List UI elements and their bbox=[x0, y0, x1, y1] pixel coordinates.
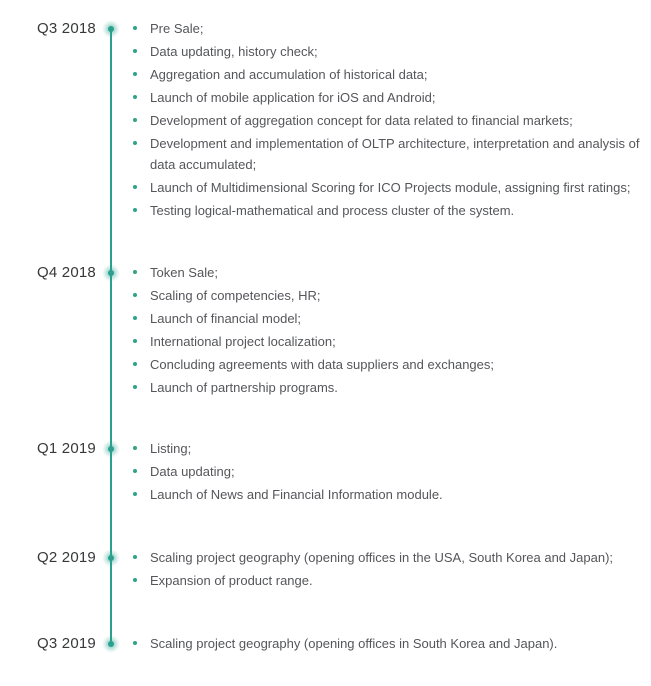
milestone-item bbox=[150, 41, 644, 62]
timeline-node-dot-icon bbox=[108, 270, 114, 276]
quarter-label: Q3 2019 bbox=[37, 635, 96, 652]
timeline-node-icon bbox=[102, 440, 120, 458]
milestone-list bbox=[150, 262, 644, 400]
milestone-item bbox=[150, 285, 644, 306]
milestone-list bbox=[150, 633, 644, 656]
bullet-dot-icon bbox=[133, 270, 137, 274]
milestone-item bbox=[150, 64, 644, 85]
bullet-dot-icon bbox=[133, 293, 137, 297]
milestone-item bbox=[150, 461, 644, 482]
milestone-item bbox=[150, 200, 644, 221]
milestone-item bbox=[150, 262, 644, 283]
milestone-item bbox=[150, 438, 644, 459]
milestone-item bbox=[150, 633, 644, 654]
quarter-label: Q2 2019 bbox=[37, 549, 96, 566]
milestone-text: Aggregation and accumulation of historical data; bbox=[150, 67, 428, 82]
timeline-node-dot-icon bbox=[108, 446, 114, 452]
milestone-item bbox=[150, 177, 644, 198]
milestone-item bbox=[150, 308, 644, 329]
milestone-item bbox=[150, 18, 644, 39]
timeline-node-dot-icon bbox=[108, 26, 114, 32]
quarter-label: Q1 2019 bbox=[37, 440, 96, 457]
bullet-dot-icon bbox=[133, 141, 137, 145]
timeline-node-icon bbox=[102, 635, 120, 653]
bullet-dot-icon bbox=[133, 185, 137, 189]
milestone-item bbox=[150, 331, 644, 352]
quarter-label: Q3 2018 bbox=[37, 20, 96, 37]
bullet-dot-icon bbox=[133, 469, 137, 473]
milestone-item bbox=[150, 484, 644, 505]
bullet-dot-icon bbox=[133, 385, 137, 389]
bullet-dot-icon bbox=[133, 118, 137, 122]
bullet-dot-icon bbox=[133, 555, 137, 559]
bullet-dot-icon bbox=[133, 95, 137, 99]
timeline-node-icon bbox=[102, 264, 120, 282]
bullet-dot-icon bbox=[133, 339, 137, 343]
milestone-text: Concluding agreements with data suppliers and exchanges; bbox=[150, 357, 494, 372]
milestone-item bbox=[150, 354, 644, 375]
milestone-item bbox=[150, 547, 644, 568]
bullet-dot-icon bbox=[133, 362, 137, 366]
milestone-text: Expansion of product range. bbox=[150, 573, 313, 588]
milestone-text: Data updating, history check; bbox=[150, 44, 318, 59]
milestone-text: International project localization; bbox=[150, 334, 336, 349]
timeline-node-dot-icon bbox=[108, 641, 114, 647]
timeline-node-dot-icon bbox=[108, 555, 114, 561]
milestone-item bbox=[150, 110, 644, 131]
bullet-dot-icon bbox=[133, 72, 137, 76]
timeline-node-icon bbox=[102, 20, 120, 38]
milestone-text: Launch of mobile application for iOS and Android; bbox=[150, 90, 436, 105]
milestone-text: Development of aggregation concept for data related to financial markets; bbox=[150, 113, 573, 128]
milestone-list bbox=[150, 438, 644, 507]
milestone-text: Scaling of competencies, HR; bbox=[150, 288, 321, 303]
bullet-dot-icon bbox=[133, 492, 137, 496]
milestone-text: Launch of News and Financial Information module. bbox=[150, 487, 443, 502]
milestone-list bbox=[150, 18, 644, 223]
milestone-text: Pre Sale; bbox=[150, 21, 204, 36]
milestone-item bbox=[150, 570, 644, 591]
bullet-dot-icon bbox=[133, 446, 137, 450]
milestone-item bbox=[150, 377, 644, 398]
milestone-text: Launch of partnership programs. bbox=[150, 380, 338, 395]
milestone-text: Launch of financial model; bbox=[150, 311, 302, 326]
milestone-text: Testing logical-mathematical and process cluster of the system. bbox=[150, 203, 515, 218]
milestone-text: Development and implementation of OLTP architecture, interpretation and analysis of data accumulated; bbox=[150, 136, 640, 172]
bullet-dot-icon bbox=[133, 316, 137, 320]
milestone-text: Data updating; bbox=[150, 464, 235, 479]
milestone-text: Scaling project geography (opening offices in South Korea and Japan). bbox=[150, 636, 558, 651]
bullet-dot-icon bbox=[133, 26, 137, 30]
bullet-dot-icon bbox=[133, 641, 137, 645]
milestone-item bbox=[150, 133, 644, 175]
milestone-list bbox=[150, 547, 644, 593]
bullet-dot-icon bbox=[133, 578, 137, 582]
quarter-label: Q4 2018 bbox=[37, 264, 96, 281]
timeline-node-icon bbox=[102, 549, 120, 567]
bullet-dot-icon bbox=[133, 49, 137, 53]
milestone-item bbox=[150, 87, 644, 108]
milestone-text: Launch of Multidimensional Scoring for ICO Projects module, assigning first ratings; bbox=[150, 180, 631, 195]
milestone-text: Listing; bbox=[150, 441, 192, 456]
milestone-text: Token Sale; bbox=[150, 265, 218, 280]
bullet-dot-icon bbox=[133, 208, 137, 212]
milestone-text: Scaling project geography (opening offices in the USA, South Korea and Japan); bbox=[150, 550, 614, 565]
